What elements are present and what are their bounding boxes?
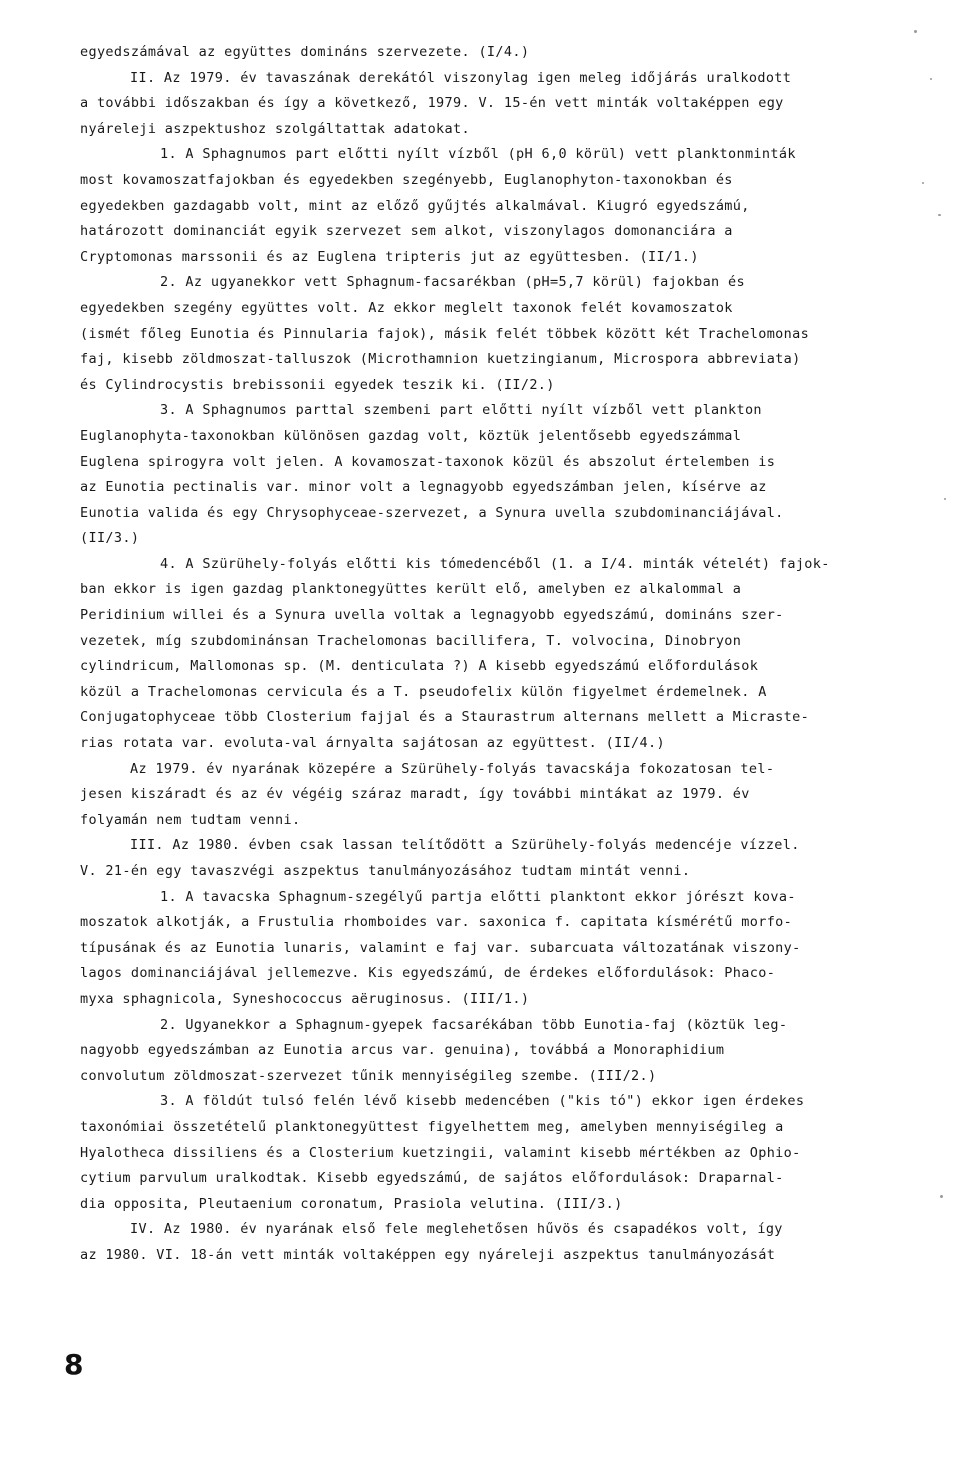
text-line: az Eunotia pectinalis var. minor volt a legnagyobb egyedszámban jelen, kísérve az bbox=[80, 479, 767, 496]
text-line: V. 21-én egy tavaszvégi aszpektus tanulmányozásához tudtam mintát venni. bbox=[80, 863, 691, 879]
text-line: Euglanophyta-taxonokban különösen gazdag volt, köztük jelentősebb egyedszámmal bbox=[80, 427, 742, 444]
text-line: cylindricum, Mallomonas sp. (M. denticulata ?) A kisebb egyedszámú előfordulások bbox=[80, 658, 759, 675]
text-line: Peridinium willei és a Synura uvella voltak a legnagyobb egyedszámú, domináns szer- bbox=[80, 607, 784, 624]
text-line: jesen kiszáradt és az év végéig száraz maradt, így további mintákat az 1979. év bbox=[80, 786, 750, 803]
text-line: Az 1979. év nyarának közepére a Szürühely-folyás tavacskája fokozatosan tel- bbox=[130, 760, 775, 777]
scan-speck bbox=[914, 30, 917, 33]
text-line: 1. A tavacska Sphagnum-szegélyű partja előtti planktont ekkor jórészt kova- bbox=[160, 888, 796, 905]
scan-speck bbox=[940, 1195, 943, 1198]
text-line: (ismét főleg Eunotia és Pinnularia fajok), másik felét többek között két Trachelomonas bbox=[80, 325, 810, 342]
scan-noise-margin bbox=[900, 0, 960, 1468]
text-line: egyedszámával az együttes domináns szervezete. (I/4.) bbox=[80, 44, 530, 60]
scan-speck bbox=[944, 498, 946, 500]
text-line: rias rotata var. evoluta-val árnyalta sajátosan az együttest. (II/4.) bbox=[80, 735, 665, 752]
scan-speck bbox=[938, 214, 941, 216]
text-line: Hyalotheca dissiliens és a Closterium kuetzingii, valamint kisebb mértékben az Ophio- bbox=[80, 1144, 801, 1161]
text-line: 2. Ugyanekkor a Sphagnum-gyepek facsarékában több Eunotia-faj (köztük leg- bbox=[160, 1016, 788, 1033]
text-line: nyáreleji aszpektushoz szolgáltattak adatokat. bbox=[80, 120, 470, 137]
text-line: III. Az 1980. évben csak lassan telítődött a Szürühely-folyás medencéje vízzel. bbox=[130, 837, 800, 854]
text-line: ban ekkor is igen gazdag planktonegyüttes került elő, amelyben ez alkalommal a bbox=[80, 581, 742, 598]
text-line: (II/3.) bbox=[80, 530, 140, 547]
text-line: határozott dominanciát egyik szervezet sem alkot, viszonylagos domonanciára a bbox=[80, 223, 733, 240]
text-line: egyedekben szegény együttes volt. Az ekkor meglelt taxonok felét kovamoszatok bbox=[80, 299, 733, 316]
text-line: 2. Az ugyanekkor vett Sphagnum-facsarékban (pH=5,7 körül) fajokban és bbox=[160, 274, 745, 291]
text-line: convolutum zöldmoszat-szervezet tűnik mennyiségileg szembe. (III/2.) bbox=[80, 1067, 657, 1084]
page-number: 8 bbox=[64, 1348, 84, 1381]
text-line: moszatok alkotják, a Frustulia rhomboides var. saxonica f. capitata kísmérétű morfo- bbox=[80, 914, 793, 931]
text-line: típusának és az Eunotia lunaris, valamint e faj var. subarcuata változatának viszony- bbox=[80, 939, 801, 956]
text-line: 3. A földút tulsó felén lévő kisebb medencében ("kis tó") ekkor igen érdekes bbox=[160, 1093, 805, 1110]
text-line: vezetek, míg szubdominánsan Trachelomonas bacillifera, T. volvocina, Dinobryon bbox=[80, 632, 742, 649]
text-line: faj, kisebb zöldmoszat-talluszok (Microthamnion kuetzingianum, Microspora abbreviata) bbox=[80, 351, 801, 368]
scan-speck bbox=[930, 78, 932, 80]
text-line: myxa sphagnicola, Syneshococcus aëruginosus. (III/1.) bbox=[80, 990, 530, 1007]
text-line: Conjugatophyceae több Closterium fajjal és a Staurastrum alternans mellett a Micraste- bbox=[80, 709, 810, 726]
text-line: taxonómiai összetételű planktonegyüttest figyelhettem meg, amelyben mennyiségileg a bbox=[80, 1118, 784, 1135]
text-line: nagyobb egyedszámban az Eunotia arcus var. genuina), továbbá a Monoraphidium bbox=[80, 1042, 725, 1059]
text-line: Eunotia valida és egy Chrysophyceae-szervezet, a Synura uvella szubdominanciájával. bbox=[80, 504, 784, 521]
text-line: lagos dominanciájával jellemezve. Kis egyedszámú, de érdekes előfordulások: Phaco- bbox=[80, 965, 776, 982]
scan-speck bbox=[922, 182, 924, 184]
text-line: Euglena spirogyra volt jelen. A kovamoszat-taxonok közül és abszolut értelemben is bbox=[80, 453, 776, 470]
text-line: Cryptomonas marssonii és az Euglena tripteris jut az együttesben. (II/1.) bbox=[80, 248, 699, 265]
text-line: 4. A Szürühely-folyás előtti kis tómedencéből (1. a I/4. minták vételét) fajok- bbox=[160, 555, 830, 572]
text-line: egyedekben gazdagabb volt, mint az előző gyűjtés alkalmával. Kiugró egyedszámú, bbox=[80, 197, 750, 214]
text-line: 3. A Sphagnumos parttal szembeni part előtti nyílt vízből vett plankton bbox=[160, 402, 762, 419]
text-line: II. Az 1979. év tavaszának derekától viszonylag igen meleg időjárás uralkodott bbox=[130, 69, 792, 86]
text-line: közül a Trachelomonas cervicula és a T. pseudofelix külön figyelmet érdemelnek. A bbox=[80, 683, 767, 700]
text-line: cytium parvulum uralkodtak. Kisebb egyedszámú, de sajátos előfordulások: Draparnal- bbox=[80, 1170, 784, 1187]
text-line: most kovamoszatfajokban és egyedekben szegényebb, Euglanophyton-taxonokban és bbox=[80, 171, 733, 188]
text-line: és Cylindrocystis brebissonii egyedek teszik ki. (II/2.) bbox=[80, 376, 555, 393]
text-line: 1. A Sphagnumos part előtti nyílt vízből (pH 6,0 körül) vett planktonminták bbox=[160, 146, 796, 163]
text-line: folyamán nem tudtam venni. bbox=[80, 811, 301, 828]
text-line: az 1980. VI. 18-án vett minták voltaképpen egy nyáreleji aszpektus tanulmányozását bbox=[80, 1246, 776, 1263]
text-line: IV. Az 1980. év nyarának első fele meglehetősen hűvös és csapadékos volt, így bbox=[130, 1221, 783, 1238]
text-line: a további időszakban és így a következő, 1979. V. 15-én vett minták voltaképpen egy bbox=[80, 95, 784, 112]
text-line: dia opposita, Pleutaenium coronatum, Prasiola velutina. (III/3.) bbox=[80, 1195, 623, 1212]
body-text bbox=[80, 40, 890, 1269]
